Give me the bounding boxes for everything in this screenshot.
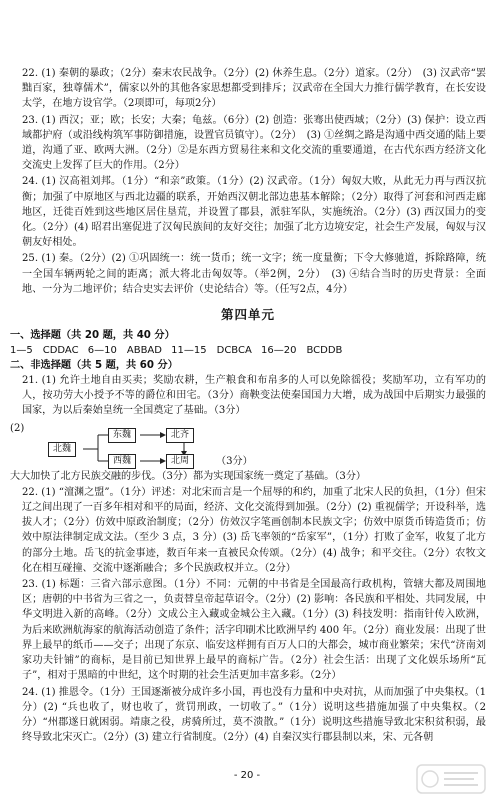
- page-number: - 20 -: [233, 770, 261, 781]
- node-dong-wei: 东魏: [108, 428, 136, 443]
- answers-6-10: 6—10 ABBAD: [87, 345, 162, 357]
- node-xi-wei: 西魏: [108, 454, 136, 469]
- section-non-choice: 二、非选择题（共 5 题，共 60 分）: [10, 360, 178, 372]
- node-bei-wei: 北魏: [48, 442, 76, 457]
- answer-22-song-liao: 22. (1) “澶渊之盟”。（1分）评述：对北宋而言是一个屈辱的和约，加重了北宋人民的负担，（1分）但宋辽之间出现了一百多年相对和平的局面，经济、文化交流得到加强。（2分）(2) 重视儒学；开设科举，选拔人才；（2分）仿效中原政治制度；（2分）仿效汉字笔画创制本民族文字；仿效中原货币铸造货币；仿效中原法律制定成文法。（至少 3 点，3 分）(3) 岳飞率领的“岳家军”，（1分）打败了金军，收复了北方的部分土地。岳飞的抗金事迹，数百年来一直被民众传颂。（2分）(4) 战争；和平交往。（2分）农牧文化在相互碰撞、交流中逐渐融合；多个民族政权并立。（2分）: [22, 486, 486, 574]
- answers-16-20: 16—20 BCDDB: [261, 345, 343, 357]
- answer-21-shang-yang: 21. (1) 允许土地自由买卖；奖励农耕，生产粮食和布帛多的人可以免除徭役；奖励军功，立有军功的人，按功劳大小授予不等的爵位和田宅。（3分）商鞅变法使秦国国力大增，成为战国中后期实力最强的国家，为以后秦始皇统一全国奠定了基础。（3分）: [22, 375, 486, 417]
- dynasty-split-diagram: [10, 421, 486, 469]
- answers-11-15: 11—15 DCBCA: [171, 345, 252, 357]
- node-bei-zhou: 北周: [166, 454, 194, 469]
- answer-25-qin: 25. (1) 秦。（2分）(2) ①巩固统一：统一货币；统一文字；统一度量衡；下令大修驰道，拆除路障，统一全国车辆两轮之间的距离；派大将北击匈奴等。（举2例，2分） (3) ④结合当时的历史背景：全面地、一分为二地评价；结合史实去评价（史论结合）等。（任写2点，4分）: [22, 253, 486, 295]
- diagram-score: （3分）: [216, 455, 253, 467]
- answer-24-centralization: 24. (1) 推恩令。（1分）王国逐渐被分成许多小国，再也没有力量和中央对抗，从而加强了中央集权。（1分）(2) “兵也收了，财也收了，赏罚刑政，一切收了。”（1分）说明这些措施加强了中央集权。（2分）“州郡遂日就困弱。靖康之役，虏骑所过，莫不溃散。”（1分）说明这些措施导致北宋积贫积弱，最终导致北宋灭亡。（2分）(3) 建立行省制度。（2分）(4) 自秦汉实行郡县制以来，宋、元各朝: [22, 686, 486, 744]
- answer-23-yuan-song: 23. (1) 标题：三省六部示意图。（1分）不同：元朝的中书省是全国最高行政机构，管辖大都及周围地区；唐朝的中书省为三省之一，负责替皇帝起草诏令。（2分）(2) 影响：各民族和平相处、共同发展，中华文明进入新的高峰。（2分）文成公主入藏或金城公主入藏。（1分）(3) 科技发明：指南针传入欧洲，为后来欧洲航海家的航海活动创造了条件；活字印刷术比欧洲早约 400 年。（2分）商业发展：出现了世界上最早的纸币——交子；出现了东京、临安这样拥有百万人口的大都会，城市商业繁荣；宋代“济南刘家功夫针铺”的商标，是目前已知世界上最早的商标广告。（2分）社会生活：出现了文化娱乐场所“瓦子”，相对于黑暗的中世纪，这个时期的社会生活更加丰富多彩。（2分）: [22, 579, 486, 682]
- section-multiple-choice: 一、选择题（共 20 题，共 40 分）: [10, 330, 175, 342]
- unit-title: 第四单元: [220, 307, 275, 323]
- answer-23-silk-road: 23. (1) 西汉；亚；欧；长安；大秦；龟兹。（6分）(2) 创造：张骞出使西域；（2分）(3) 保护：设立西域都护府（或沿线构筑军事防御措施，设置官员镇守）。（2分） (3) ①丝绸之路是沟通中西交通的陆上要道，沟通了亚、欧两大洲。（2分）②是东西方贸易往来和文化交流的重要通道，在古代东西方经济文化交流史上发挥了巨大的作用。（2分）: [22, 114, 486, 172]
- node-bei-qi: 北齐: [166, 428, 194, 443]
- answer-page: [10, 66, 486, 746]
- answer-22-history: 22. (1) 秦朝的暴政；（2分）秦末农民战争。（2分）(2) 休养生息。（2分）道家。（2分） (3) 汉武帝“罢黜百家，独尊儒术”，儒家以外的其他各家思想都受到排斥；汉武帝在全国大力推行儒学教育，在长安设太学，在地方设官学。（2项即可，每项2分）: [22, 68, 486, 110]
- answer-21-conclusion: 大大加快了北方民族交融的步伐。（3分）都为实现国家统一奠定了基础。（3分）: [10, 470, 367, 482]
- answer-24-han-xiongnu: 24. (1) 汉高祖刘邦。（1分）“和亲”政策。（1分）(2) 汉武帝。（1分）匈奴大败，从此无力再与西汉抗衡；加强了中原地区与西北边疆的联系，开始西汉朝北部边患基本解除；（2分）取得了河套和河西走廊地区，迁徙百姓到这些地区居住垦荒，并设置了郡县，派驻军队，实施统治。（2分）(3) 西汉国力的变化。（2分）(4) 昭君出塞促进了汉匈民族间的友好交往；加强了北方边境安定，社会生产发展，匈奴与汉朝友好相处。: [22, 176, 486, 249]
- watermark-logo-icon: [416, 764, 486, 794]
- answers-1-5: 1—5 CDDAC: [10, 345, 79, 357]
- choice-answers: [10, 343, 486, 358]
- diagram-label: (2): [10, 422, 25, 434]
